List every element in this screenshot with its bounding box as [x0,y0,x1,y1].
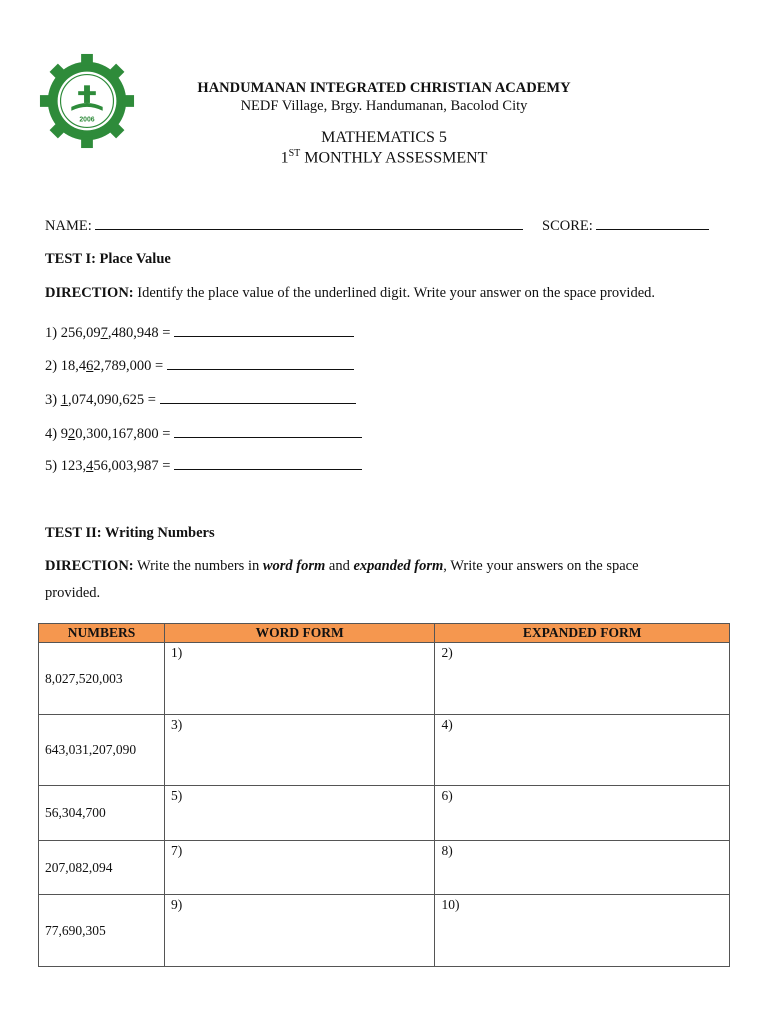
answer-blank[interactable] [174,457,362,470]
expanded-form-answer-cell[interactable]: 6) [435,786,730,841]
table-row [39,715,730,786]
expanded-form-answer-cell[interactable]: 4) [435,715,730,786]
test1-item[interactable]: 2) 18,462,789,000 = [45,357,354,375]
word-form-answer-cell[interactable]: 3) [164,715,435,786]
column-header-expanded-form: EXPANDED FORM [435,624,730,643]
table-row [39,841,730,895]
column-header-word-form: WORD FORM [164,624,435,643]
answer-blank[interactable] [174,425,362,438]
name-blank[interactable] [95,217,523,230]
score-blank[interactable] [596,217,709,230]
test2-direction: DIRECTION: Write the numbers in word form and expanded form, Write your answers on the space [45,558,639,574]
subject-title: MATHEMATICS 5 [321,129,447,146]
table-row [39,895,730,967]
test1-item[interactable]: 1) 256,097,480,948 = [45,324,354,342]
expanded-form-answer-cell[interactable]: 2) [435,643,730,715]
number-cell: 643,031,207,090 [39,715,165,786]
answer-blank[interactable] [174,324,354,337]
school-address: NEDF Village, Brgy. Handumanan, Bacolod City [240,98,528,114]
table-header-row [39,624,730,643]
test2-direction-cont: provided. [45,585,101,601]
answer-blank[interactable] [167,357,354,370]
name-field[interactable] [45,217,523,235]
word-form-answer-cell[interactable]: 1) [164,643,435,715]
number-cell: 207,082,094 [39,841,165,895]
test1-title: TEST I: Place Value [45,251,171,267]
number-cell: 77,690,305 [39,895,165,967]
table-row [39,786,730,841]
writing-numbers-table [38,623,730,967]
score-field[interactable] [542,217,709,235]
number-cell: 56,304,700 [39,786,165,841]
number-cell: 8,027,520,003 [39,643,165,715]
word-form-answer-cell[interactable]: 7) [164,841,435,895]
school-name: HANDUMANAN INTEGRATED CHRISTIAN ACADEMY [197,80,571,96]
expanded-form-answer-cell[interactable]: 8) [435,841,730,895]
exam-title: 1ST MONTHLY ASSESSMENT [280,148,488,167]
expanded-form-answer-cell[interactable]: 10) [435,895,730,967]
logo-year: 2006 [79,116,95,124]
test1-item[interactable]: 5) 123,456,003,987 = [45,457,362,475]
document-header [0,80,768,167]
test1-item[interactable]: 3) 1,074,090,625 = [45,391,356,409]
score-label: SCORE: [542,218,593,234]
table-row [39,643,730,715]
name-label: NAME: [45,218,92,234]
column-header-numbers: NUMBERS [39,624,165,643]
test1-item[interactable]: 4) 920,300,167,800 = [45,425,362,443]
word-form-answer-cell[interactable]: 5) [164,786,435,841]
word-form-answer-cell[interactable]: 9) [164,895,435,967]
test2-title: TEST II: Writing Numbers [45,525,215,541]
test1-direction: DIRECTION: Identify the place value of the underlined digit. Write your answer on the space provided. [45,285,656,301]
answer-blank[interactable] [160,391,356,404]
